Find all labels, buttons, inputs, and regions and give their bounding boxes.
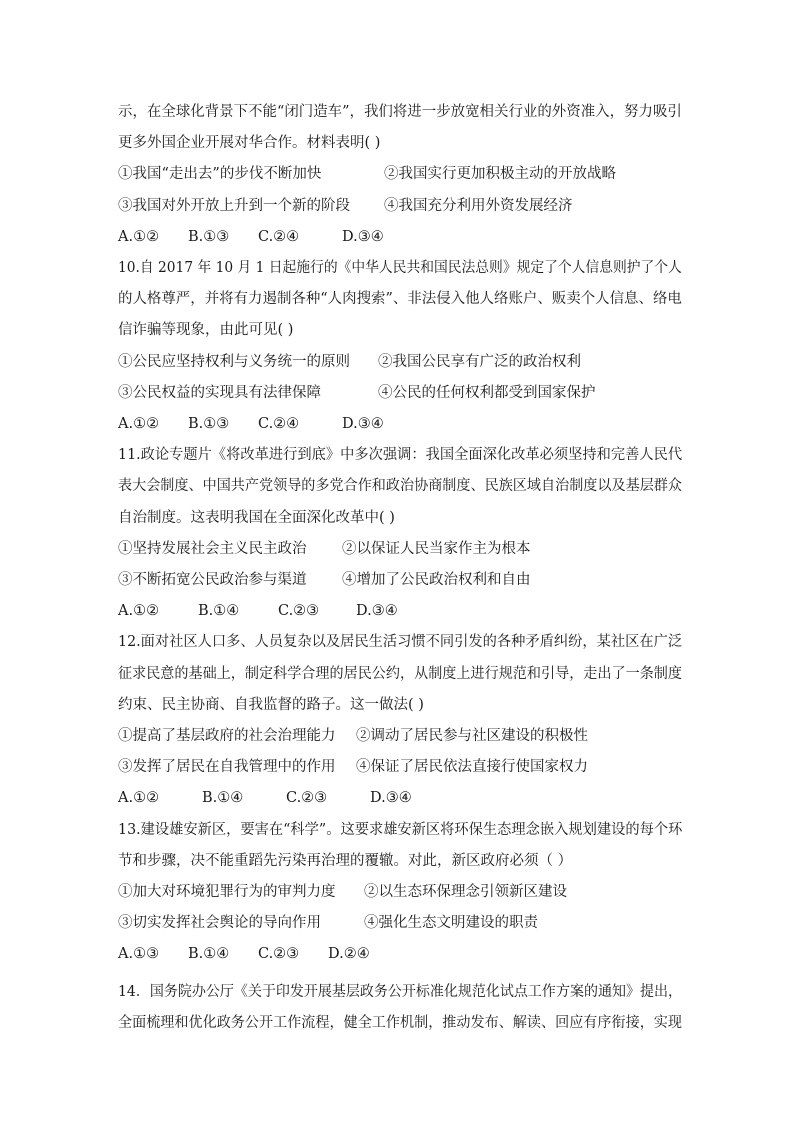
q13-stem-line-1: 13.建设雄安新区，要害在“科学”。这要求雄安新区将环保生态理念嵌入规划建设的每个环	[118, 822, 683, 838]
q12-stem-line-1: 12.面对社区人口多、人员复杂以及居民生活习惯不同引发的各种矛盾纠纷，某社区在广泛	[118, 634, 683, 650]
q11-choice-a: A.①②	[118, 603, 160, 619]
q12-choice-d: D.③④	[370, 790, 412, 806]
q13-choice-b: B.①④	[188, 946, 230, 962]
q11-choice-d: D.③④	[356, 603, 398, 619]
q10-choice-d: D.③④	[342, 416, 384, 432]
q9-choice-d: D.③④	[342, 229, 384, 245]
q10-stem-line-3: 信诈骗等现象，由此可见( )	[118, 322, 294, 338]
q13-choice-a: A.①③	[118, 946, 160, 962]
q13-option-3: ③切实发挥社会舆论的导向作用	[118, 915, 321, 931]
q9-choice-b: B.①③	[188, 229, 230, 245]
q11-option-4: ④增加了公民政治权利和自由	[342, 572, 531, 588]
q11-option-2: ②以保证人民当家作主为根本	[342, 541, 531, 557]
q12-choice-c: C.②③	[286, 790, 328, 806]
q13-option-4: ④强化生态文明建设的职责	[364, 915, 538, 931]
q9-option-4: ④我国充分利用外资发展经济	[384, 198, 573, 214]
q13-option-2: ②以生态环保理念引领新区建设	[364, 884, 567, 900]
q9-choice-c: C.②④	[258, 229, 300, 245]
q12-stem-line-2: 征求民意的基础上，制定科学合理的居民公约，从制度上进行规范和引导，走出了一条制度	[118, 666, 682, 682]
q10-option-2: ②我国公民享有广泛的政治权利	[378, 354, 581, 370]
q10-option-3: ③公民权益的实现具有法律保障	[118, 385, 321, 401]
q12-option-2: ②调动了居民参与社区建设的积极性	[356, 728, 588, 744]
q10-option-4: ④公民的任何权利都受到国家保护	[378, 385, 596, 401]
q11-option-3: ③不断拓宽公民政治参与渠道	[118, 572, 307, 588]
q11-stem-line-1: 11.政论专题片《将改革进行到底》中多次强调：我国全面深化改革必须坚持和完善人民代	[118, 447, 683, 463]
q12-option-1: ①提高了基层政府的社会治理能力	[118, 728, 336, 744]
q11-option-1: ①坚持发展社会主义民主政治	[118, 541, 307, 557]
q10-stem-line-2: 的人格尊严，并将有力遏制各种“人肉搜索”、非法侵入他人络账户、贩卖个人信息、络电	[118, 291, 682, 307]
q10-option-1: ①公民应坚持权利与义务统一的原则	[118, 354, 350, 370]
q13-option-1: ①加大对环境犯罪行为的审判力度	[118, 884, 336, 900]
q9-choice-a: A.①②	[118, 229, 160, 245]
q10-choice-b: B.①③	[188, 416, 230, 432]
q11-choice-c: C.②③	[278, 603, 320, 619]
q11-choice-b: B.①④	[198, 603, 240, 619]
q14-stem-line-1: 14．国务院办公厅《关于印发开展基层政务公开标准化规范化试点工作方案的通知》提出，	[118, 984, 682, 1000]
q13-choice-d: D.②④	[328, 946, 370, 962]
q10-stem-line-1: 10.自 2017 年 10 月 1 日起施行的《中华人民共和国民法总则》规定了个人信息则护了个人	[118, 260, 682, 276]
q12-stem-line-3: 约束、民主协商、自我监督的路子。这一做法( )	[118, 697, 424, 713]
q11-stem-line-3: 自治制度。这表明我国在全面深化改革中( )	[118, 510, 395, 526]
q12-option-4: ④保证了居民依法直接行使国家权力	[356, 759, 588, 775]
q10-choice-a: A.①②	[118, 416, 160, 432]
q14-stem-line-2: 全面梳理和优化政务公开工作流程，健全工作机制，推动发布、解读、回应有序衔接，实现	[118, 1015, 682, 1031]
q13-stem-line-2: 节和步骤，决不能重蹈先污染再治理的覆辙。对此，新区政府必须（ ）	[118, 853, 573, 869]
q9-stem-line-2: 更多外国企业开展对华合作。材料表明( )	[118, 135, 381, 151]
q13-choice-c: C.②③	[258, 946, 300, 962]
q12-choice-b: B.①④	[202, 790, 244, 806]
q9-option-2: ②我国实行更加积极主动的开放战略	[384, 166, 616, 182]
q10-choice-c: C.②④	[258, 416, 300, 432]
q12-choice-a: A.①②	[118, 790, 160, 806]
q9-stem-line-1: 示，在全球化背景下不能“闭门造车”，我们将进一步放宽相关行业的外资准入，努力吸引	[118, 104, 682, 120]
q12-option-3: ③发挥了居民在自我管理中的作用	[118, 759, 336, 775]
q9-option-3: ③我国对外开放上升到一个新的阶段	[118, 198, 350, 214]
q11-stem-line-2: 表大会制度、中国共产党领导的多党合作和政治协商制度、民族区域自治制度以及基层群众	[118, 478, 682, 494]
q9-option-1: ①我国“走出去”的步伐不断加快	[118, 166, 322, 182]
